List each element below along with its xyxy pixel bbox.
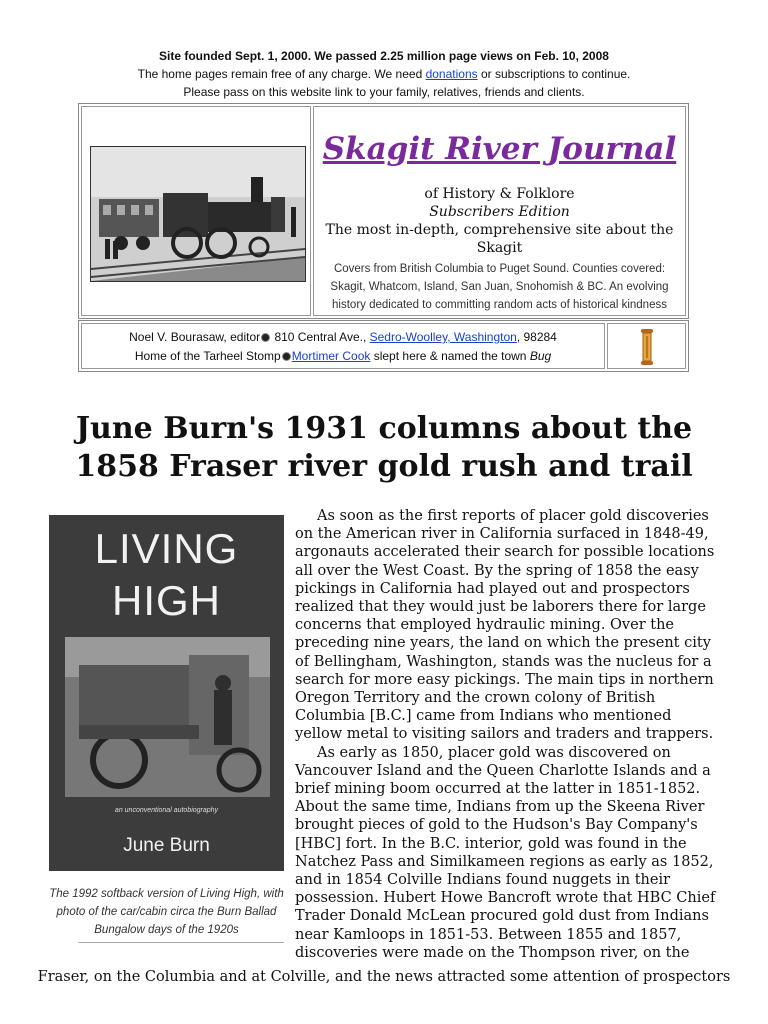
notice-donations — [0, 65, 768, 83]
editor-address-line — [82, 328, 604, 347]
tagline — [314, 185, 685, 257]
edition-label: Subscribers Edition — [429, 204, 570, 220]
notice-text-after: or subscriptions to continue. — [477, 67, 631, 81]
title-line-1: June Burn's 1931 columns about the — [75, 411, 693, 446]
notice-text: The home pages remain free of any charge. We need — [137, 67, 426, 81]
title-line-2: 1858 Fraser river gold rush and trail — [75, 449, 693, 484]
train-illustration — [91, 147, 305, 281]
book-title-line-1: LIVING — [94, 525, 239, 572]
site-notice — [0, 47, 768, 101]
article-body — [295, 507, 723, 962]
home-of-text: Home of the Tarheel Stomp — [134, 349, 281, 363]
editor-zip: , 98284 — [516, 330, 557, 344]
header-title-cell — [313, 106, 686, 316]
book-title-line-2: HIGH — [112, 577, 221, 624]
editor-name: Noel V. Bourasaw, editor — [129, 330, 261, 344]
coverage-text: Covers from British Columbia to Puget Sound. Counties covered: Skagit, Whatcom, Island, San Juan, Snohomish & BC. An evolving history dedicated to committing random acts of historical kindness — [330, 263, 669, 311]
editor-table — [78, 320, 689, 372]
site-title-link[interactable]: Skagit River Journal — [322, 131, 677, 167]
header-photo-cell — [81, 106, 311, 316]
editor-address: 810 Central Ave., — [271, 330, 370, 344]
notice-founded: Site founded Sept. 1, 2000. We passed 2.25 million page views on Feb. 10, 2008 — [159, 49, 609, 63]
notice-share: Please pass on this website link to your family, relatives, friends and clients. — [183, 85, 585, 99]
book-tagline: an unconventional autobiography — [114, 807, 219, 814]
paragraph-1: As soon as the first reports of placer gold discoveries on the American river in California surfaced in 1848-49, argonauts accelerated their search for possible locations all over the West Coast. By the spring of 1858 the easy pickings in California had played out and prospectors realized that they would just be laborers there for large concerns that employed hydraulic mining. Over the preceding nine years, the land on which the present city of Bellingham, Washington, stands was the nucleus for a search for more easy pickings. The main tips in northern Oregon Territory and the crown colony of British Columbia [B.C.] came from Indians who mentioned yellow metal to visiting sailors and traders and trappers. — [295, 508, 715, 743]
article-title — [0, 410, 768, 486]
scroll-icon-cell — [607, 323, 686, 369]
mortimer-cook-link[interactable]: Mortimer Cook — [291, 349, 371, 363]
header-table — [78, 103, 689, 319]
book-caption: The 1992 softback version of Living High, with photo of the car/cabin circa the Burn Ballad Bungalow days of the 1920s — [49, 888, 284, 936]
editor-info — [81, 323, 605, 369]
caption-divider — [78, 942, 284, 943]
editor-home-line — [82, 347, 604, 366]
donations-link[interactable]: donations — [425, 67, 478, 81]
book-author: June Burn — [123, 835, 210, 856]
cook-text: slept here & named the town — [370, 349, 530, 363]
subtitle: of History & Folklore — [424, 186, 575, 202]
paragraph-2-continuation: Fraser, on the Columbia and at Colville, and the news attracted some attention of prospectors — [37, 969, 731, 985]
bullet-icon — [262, 334, 269, 341]
sedro-woolley-link[interactable]: Sedro-Woolley, Washington — [369, 330, 517, 344]
scroll-icon — [640, 328, 654, 366]
living-high-book-cover — [49, 515, 284, 871]
paragraph-2: As early as 1850, placer gold was discovered on Vancouver Island and the Queen Charlotte Islands and a brief mining boom occurred at the latter in 1851-1852. About the same time, Indians from up the Skeena River brought pieces of gold to the Hudson's Bay Company's [HBC] fort. In the B.C. interior, gold was found in the Natchez Pass and Similkameen regions as early as 1852, and in 1854 Colville Indians found nuggets in their possession. Hubert Howe Bancroft wrote that HBC Chief Trader Donald McLean procured gold dust from Indians near Kamloops in 1851-53. Between 1855 and 1857, discoveries were made on the Thompson river, on the — [295, 744, 716, 961]
bug-name: Bug — [529, 349, 552, 363]
book-title — [49, 523, 284, 627]
site-description: The most in-depth, comprehensive site about the Skagit — [325, 222, 674, 256]
steam-train-photo — [90, 146, 306, 282]
bullet-icon — [283, 353, 290, 360]
